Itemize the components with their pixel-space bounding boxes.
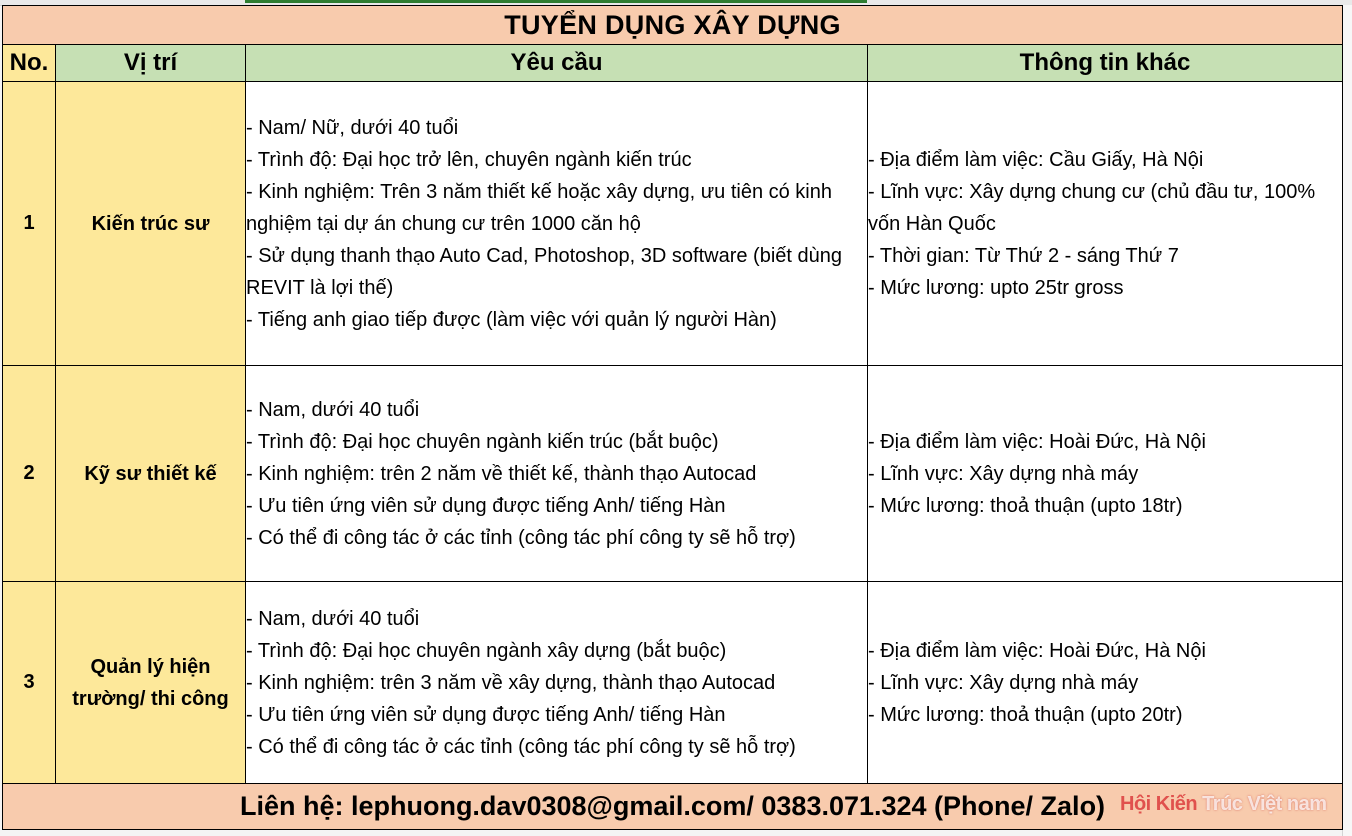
- requirement-line: - Trình độ: Đại học chuyên ngành xây dựng (bắt buộc): [246, 639, 727, 662]
- header-no[interactable]: No.: [3, 45, 56, 82]
- info-line: - Mức lương: thoả thuận (upto 20tr): [868, 703, 1183, 726]
- info-line: - Mức lương: upto 25tr gross: [868, 276, 1124, 299]
- table-row: [3, 82, 1343, 366]
- position-cell[interactable]: Kỹ sư thiết kế: [56, 366, 246, 582]
- row-number-cell[interactable]: 2: [3, 366, 56, 582]
- requirement-line: - Kinh nghiệm: trên 3 năm về xây dựng, thành thạo Autocad: [246, 671, 776, 694]
- requirement-line: - Có thể đi công tác ở các tỉnh (công tác phí công ty sẽ hỗ trợ): [246, 735, 796, 758]
- info-line: - Lĩnh vực: Xây dựng chung cư (chủ đầu tư, 100% vốn Hàn Quốc: [868, 180, 1316, 235]
- requirement-line: - Nam, dưới 40 tuổi: [246, 398, 420, 421]
- selected-column-indicator: [245, 0, 867, 3]
- info-line: - Lĩnh vực: Xây dựng nhà máy: [868, 671, 1139, 694]
- requirement-line: - Trình độ: Đại học chuyên ngành kiến trúc (bắt buộc): [246, 430, 719, 453]
- info-line: - Địa điểm làm việc: Hoài Đức, Hà Nội: [868, 639, 1206, 662]
- requirements-cell[interactable]: [246, 82, 868, 366]
- header-requirements[interactable]: Yêu cầu: [246, 45, 868, 82]
- requirement-line: - Ưu tiên ứng viên sử dụng được tiếng Anh/ tiếng Hàn: [246, 494, 726, 517]
- requirements-cell[interactable]: [246, 582, 868, 784]
- other-info-cell[interactable]: [868, 366, 1343, 582]
- other-info-cell[interactable]: [868, 82, 1343, 366]
- requirement-line: - Kinh nghiệm: trên 2 năm về thiết kế, thành thạo Autocad: [246, 462, 757, 485]
- info-line: - Địa điểm làm việc: Hoài Đức, Hà Nội: [868, 430, 1206, 453]
- header-other-info[interactable]: Thông tin khác: [868, 45, 1343, 82]
- requirement-line: - Kinh nghiệm: Trên 3 năm thiết kế hoặc xây dựng, ưu tiên có kinh nghiệm tại dự án chung cư trên 1000 căn hộ: [246, 180, 832, 235]
- info-line: - Thời gian: Từ Thứ 2 - sáng Thứ 7: [868, 244, 1179, 267]
- info-line: - Địa điểm làm việc: Cầu Giấy, Hà Nội: [868, 148, 1204, 171]
- requirement-line: - Tiếng anh giao tiếp được (làm việc với quản lý người Hàn): [246, 308, 777, 331]
- contact-cell[interactable]: Liên hệ: lephuong.dav0308@gmail.com/ 0383.071.324 (Phone/ Zalo): [3, 784, 1343, 830]
- table-title[interactable]: TUYỂN DỤNG XÂY DỰNG: [3, 6, 1343, 45]
- requirement-line: - Nam/ Nữ, dưới 40 tuổi: [246, 116, 459, 139]
- watermark-text-part2: Trúc Việt nam: [1197, 793, 1327, 815]
- requirement-line: - Trình độ: Đại học trở lên, chuyên ngành kiến trúc: [246, 148, 692, 171]
- requirement-line: - Có thể đi công tác ở các tỉnh (công tác phí công ty sẽ hỗ trợ): [246, 526, 796, 549]
- info-line: - Mức lương: thoả thuận (upto 18tr): [868, 494, 1183, 517]
- requirement-line: - Ưu tiên ứng viên sử dụng được tiếng Anh/ tiếng Hàn: [246, 703, 726, 726]
- table-row: [3, 582, 1343, 784]
- row-number-cell[interactable]: 3: [3, 582, 56, 784]
- sheet-right-column: [1342, 5, 1352, 836]
- requirements-cell[interactable]: [246, 366, 868, 582]
- watermark-text-part1: Hội Kiến: [1120, 793, 1198, 815]
- position-cell[interactable]: Quản lý hiện trường/ thi công: [56, 582, 246, 784]
- other-info-cell[interactable]: [868, 582, 1343, 784]
- table-row: [3, 366, 1343, 582]
- recruitment-table: [2, 5, 1343, 830]
- requirement-line: - Nam, dưới 40 tuổi: [246, 607, 420, 630]
- position-cell[interactable]: Kiến trúc sư: [56, 82, 246, 366]
- row-number-cell[interactable]: 1: [3, 82, 56, 366]
- header-position[interactable]: Vị trí: [56, 45, 246, 82]
- requirement-line: - Sử dụng thanh thạo Auto Cad, Photoshop, 3D software (biết dùng REVIT là lợi thế): [246, 244, 843, 299]
- info-line: - Lĩnh vực: Xây dựng nhà máy: [868, 462, 1139, 485]
- watermark-logo: [1120, 793, 1326, 816]
